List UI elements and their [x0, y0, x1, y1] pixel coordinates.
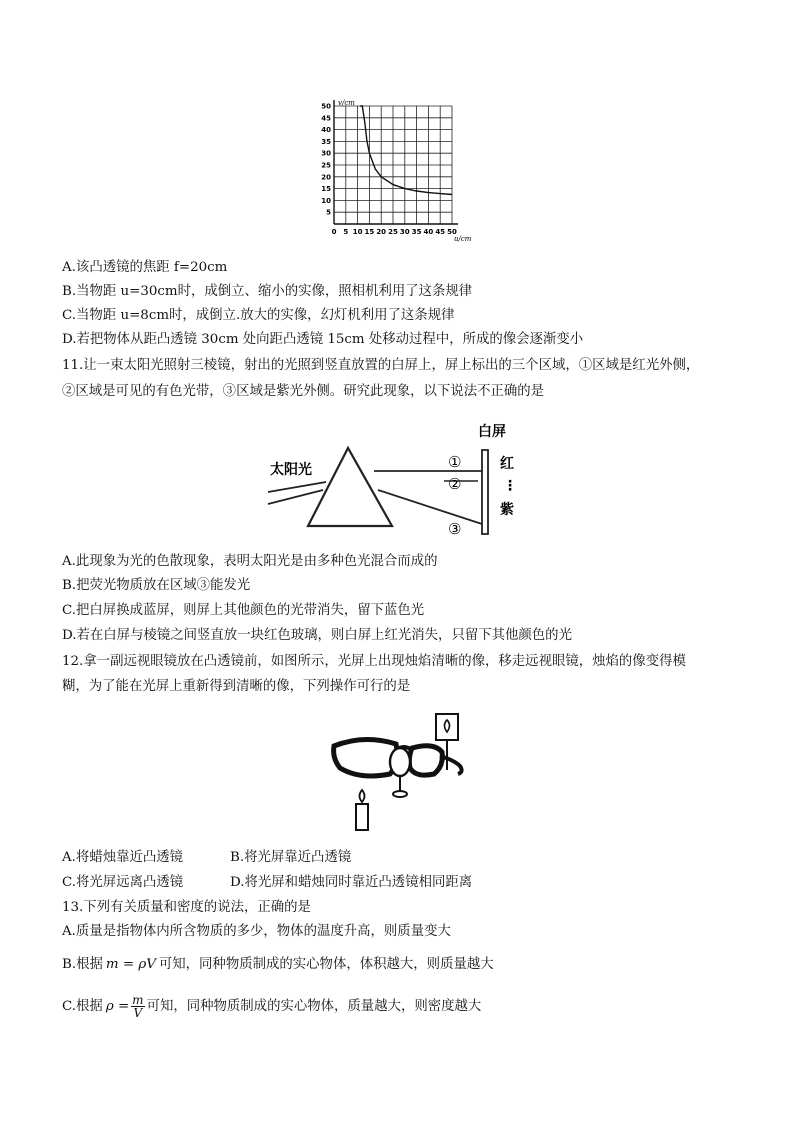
q12-stem-line-1: 12.拿一副远视眼镜放在凸透镜前，如图所示，光屏上出现烛焰清晰的像，移走远视眼镜，烛焰的像变得模 [62, 654, 686, 669]
q13-option-c-prefix: C.根据 [62, 999, 103, 1014]
uv-graph [308, 96, 472, 244]
glasses-left-lens [334, 739, 398, 776]
q10-option-b: B.当物距 u=30cm时，成倒立、缩小的实像，照相机利用了这条规律 [62, 284, 473, 299]
red-label: 红 [500, 456, 514, 472]
y-tick-label: 5 [326, 208, 331, 217]
q10-figure [308, 96, 472, 244]
y-tick-label: 15 [321, 185, 331, 194]
uv-curve [360, 106, 452, 195]
q12-option-c: C.将光屏远离凸透镜 [62, 875, 184, 890]
q13-option-b-prefix: B.根据 [62, 957, 103, 972]
x-tick-label: 35 [411, 228, 422, 236]
q13-option-c-suffix: 可知，同种物质制成的实心物体，质量越大，则密度越大 [146, 999, 482, 1014]
candle-flame [360, 790, 365, 802]
q10-option-c: C.当物距 u=8cm时，成倒立.放大的实像，幻灯机利用了这条规律 [62, 308, 455, 323]
prism [308, 448, 392, 526]
x-tick-label: 30 [399, 228, 410, 236]
y-tick-label: 40 [321, 126, 331, 135]
q13-option-a: A.质量是指物体内所含物质的多少，物体的温度升高，则质量变大 [62, 924, 451, 939]
x-tick-label: 0 [331, 228, 337, 236]
density-numerator: m [132, 993, 144, 1007]
outgoing-ray-bottom [378, 490, 482, 524]
light-screen [436, 714, 458, 740]
incident-ray-lower [268, 490, 323, 504]
y-tick-label: 10 [321, 196, 331, 205]
q11-option-c: C.把白屏换成蓝屏，则屏上其他颜色的光带消失，留下蓝色光 [62, 603, 425, 618]
x-tick-label: 15 [364, 228, 375, 236]
x-tick-label: 20 [376, 228, 387, 236]
density-denominator: V [133, 1006, 143, 1020]
q11-option-d: D.若在白屏与棱镜之间竖直放一块红色玻璃，则白屏上红光消失，只留下其他颜色的光 [62, 628, 572, 643]
y-tick-label: 30 [321, 149, 331, 158]
q11-stem-line-2: ②区域是可见的有色光带，③区域是紫光外侧。研究此现象，以下说法不正确的是 [62, 384, 545, 399]
white-screen [482, 450, 488, 534]
white-screen-label: 白屏 [478, 424, 506, 440]
mass-formula: m = ρV [105, 957, 156, 972]
q13-option-b-suffix: 可知，同种物质制成的实心物体，体积越大，则质量越大 [158, 957, 494, 972]
glasses-right-lens [409, 746, 442, 775]
x-tick-label: 25 [388, 228, 398, 236]
x-axis-label: u/cm [454, 235, 472, 243]
density-formula-lhs: ρ = [105, 999, 130, 1014]
x-tick-label: 50 [447, 228, 457, 236]
region-3-label: ③ [448, 520, 462, 538]
q11-stem-line-1: 11.让一束太阳光照射三棱镜，射出的光照到竖直放置的白屏上，屏上标出的三个区域，①区域是红光外侧， [62, 358, 700, 373]
q11-option-b: B.把荧光物质放在区域③能发光 [62, 578, 251, 593]
q12-stem-line-2: 糊，为了能在光屏上重新得到清晰的像，下列操作可行的是 [62, 679, 411, 694]
y-tick-label: 35 [321, 137, 331, 146]
prism-dispersion-figure [268, 416, 528, 541]
y-tick-label: 50 [321, 102, 331, 111]
q10-option-d: D.若把物体从距凸透镜 30cm 处向距凸透镜 15cm 处移动过程中，所成的像会逐渐变小 [62, 332, 584, 347]
density-fraction [131, 994, 144, 1019]
y-tick-label: 25 [321, 161, 331, 170]
q13-option-c [62, 994, 481, 1019]
ellipsis-label: ⋮ [503, 478, 517, 494]
region-1-label: ① [448, 453, 462, 471]
candle [356, 804, 368, 830]
q11-option-a: A.此现象为光的色散现象，表明太阳光是由多种色光混合而成的 [62, 554, 438, 569]
y-tick-label: 20 [321, 173, 331, 182]
q13-stem: 13.下列有关质量和密度的说法，正确的是 [62, 900, 311, 915]
incident-ray-upper [268, 482, 326, 492]
y-tick-label: 45 [321, 114, 331, 123]
x-tick-label: 5 [343, 228, 349, 236]
sunlight-label: 太阳光 [270, 462, 312, 478]
q13-option-b [62, 956, 494, 974]
convex-lens [390, 748, 410, 776]
q12-option-b: B.将光屏靠近凸透镜 [230, 850, 352, 865]
q12-option-a: A.将蜡烛靠近凸透镜 [62, 850, 184, 865]
glasses-lens-figure [316, 708, 476, 836]
x-tick-label: 40 [423, 228, 434, 236]
q10-option-a: A.该凸透镜的焦距 f=20cm [62, 260, 228, 275]
region-2-label: ② [448, 475, 462, 493]
q12-option-d: D.将光屏和蜡烛同时靠近凸透镜相同距离 [230, 875, 473, 890]
y-axis-label: v/cm [338, 99, 355, 107]
violet-label: 紫 [500, 502, 514, 518]
x-tick-label: 45 [435, 228, 446, 236]
x-tick-label: 10 [352, 228, 363, 236]
